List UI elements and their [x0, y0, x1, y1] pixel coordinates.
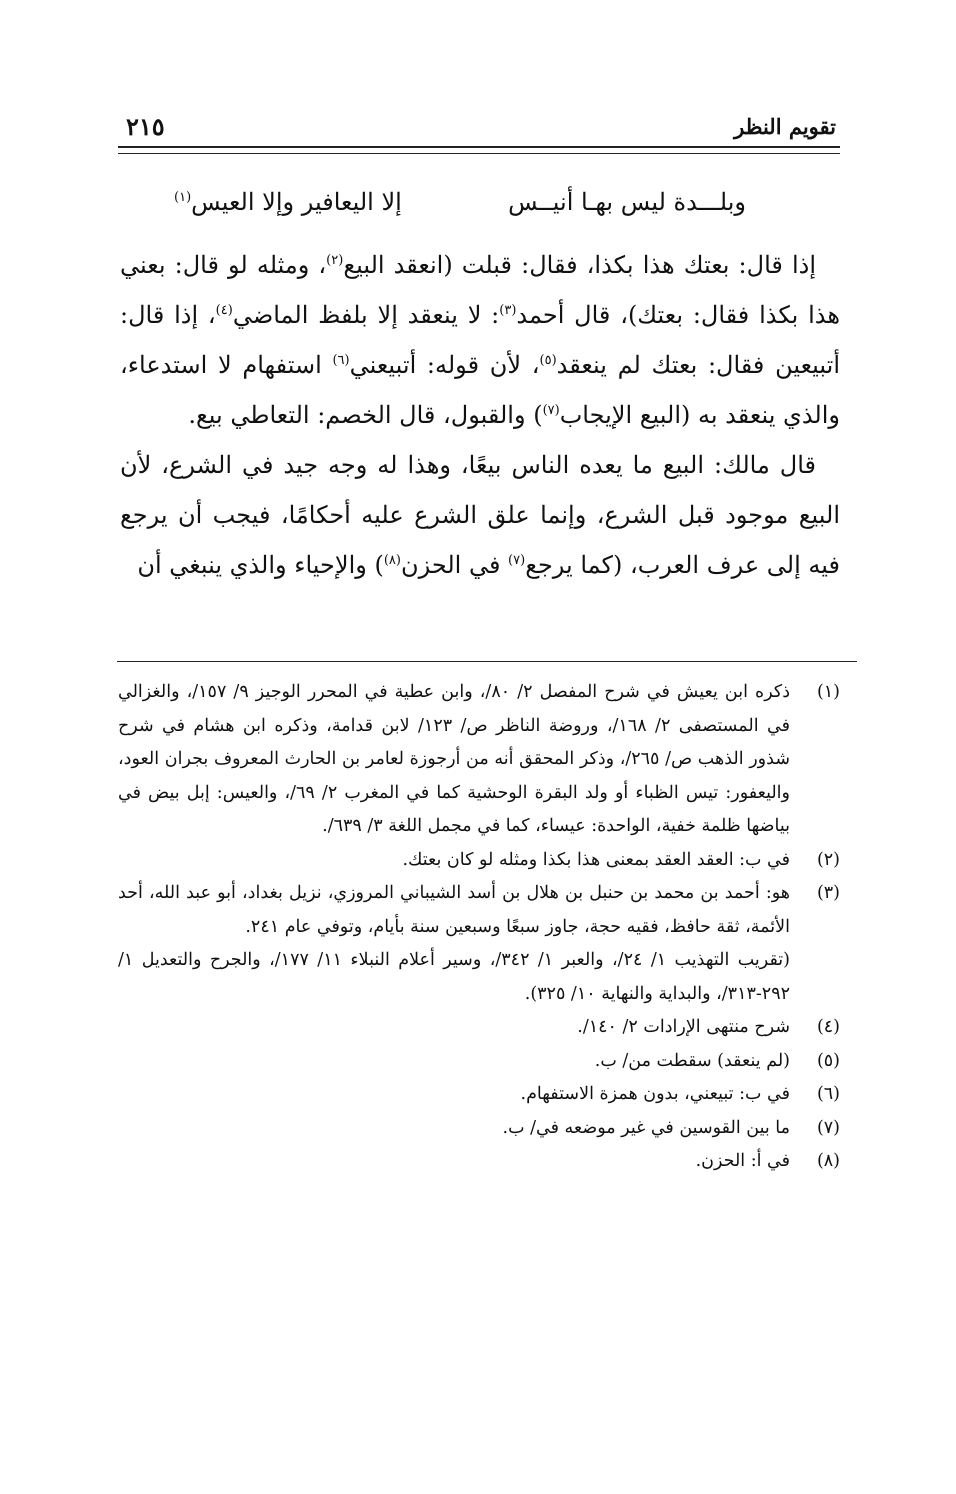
- header-rule-thick: [118, 146, 840, 148]
- footnote-ref: (٣): [499, 303, 517, 318]
- footnote-number: (٢): [816, 849, 840, 870]
- footnote-7: [118, 1112, 840, 1146]
- page-number: ٢١٥: [126, 112, 165, 141]
- footnote-text: ما بين القوسين في غير موضعه في/ ب.: [502, 1117, 790, 1138]
- text-run: ، لأن قوله: أتبيعني: [349, 351, 540, 379]
- text-run: ) والإحياء والذي ينبغي أن: [137, 551, 384, 579]
- footnote-number: (٧): [816, 1117, 840, 1138]
- footnote-ref: (٧): [542, 403, 560, 418]
- footnote-text: هو: أحمد بن محمد بن حنبل بن هلال بن أسد الشيباني المروزي، نزيل بغداد، أبو عبد الله، أحد الأئمة، ثقة حافظ، فقيه حجة، جاوز سبعًا وسبعين سنة بأيام، وتوفي عام ٢٤١.: [118, 883, 790, 937]
- text-run: إذا قال: بعتك هذا بكذا، فقال: قبلت (انعقد البيع: [343, 251, 816, 279]
- footnote-sources: (تقريب التهذيب ١/ ٢٤/، والعبر ١/ ٣٤٢/، وسير أعلام النبلاء ١١/ ١٧٧/، والجرح والتعديل ١/ ٢٩٢-٣١٣/، والبداية والنهاية ١٠/ ٣٢٥).: [118, 950, 790, 1004]
- poetry-verse: [160, 188, 760, 228]
- footnote-1: [118, 676, 840, 844]
- footnotes: [118, 676, 840, 1179]
- footnote-number: (٤): [816, 1017, 840, 1037]
- footnote-number: (١): [816, 682, 840, 702]
- footnote-8: [118, 1145, 840, 1179]
- footnote-text: (لم ينعقد) سقطت من/ ب.: [594, 1050, 790, 1071]
- footnote-separator: [117, 661, 857, 662]
- footnote-number: (٨): [816, 1151, 840, 1171]
- running-header: [120, 106, 836, 146]
- footnote-ref: (٧): [508, 553, 526, 568]
- footnote-6: [118, 1078, 840, 1112]
- footnote-ref: (٦): [332, 353, 350, 368]
- footnote-number: (٣): [816, 883, 840, 903]
- verse-first-hemistich: وبلـــدة ليس بهـا أنيــس: [508, 188, 746, 216]
- text-run: في الحزن: [400, 551, 509, 579]
- footnote-number: (٥): [816, 1050, 840, 1071]
- footnote-ref: (١): [174, 190, 192, 205]
- footnote-ref: (٢): [326, 253, 344, 268]
- header-rule-thin: [118, 153, 840, 154]
- verse-second-hemistich: [174, 188, 402, 216]
- footnote-ref: (٤): [215, 303, 233, 318]
- paragraph-1: [120, 240, 840, 440]
- paragraph-2: [120, 440, 840, 590]
- text-run: ، ومثله لو قال: بعني هذا بكذا فقال: بعتك)، قال أحمد: [120, 251, 840, 329]
- text-run: قال مالك: البيع ما يعده الناس بيعًا، وهذا له وجه جيد في الشرع، لأن البيع موجود قبل الشرع، وإنما علق الشرع عليه أحكامًا، فيجب أن يرجع فيه إلى عرف العرب، (كما يرجع: [120, 451, 840, 579]
- running-title: تقويم النظر: [734, 114, 836, 139]
- footnote-4: [118, 1011, 840, 1045]
- footnote-text: في أ: الحزن.: [695, 1151, 790, 1171]
- footnote-ref: (٥): [539, 353, 557, 368]
- footnote-ref: (٨): [383, 553, 401, 568]
- footnote-text: في ب: العقد العقد بمعنى هذا بكذا ومثله لو كان بعتك.: [402, 849, 790, 870]
- footnote-5: [118, 1045, 840, 1079]
- main-text: [120, 240, 840, 590]
- footnote-number: (٦): [816, 1084, 840, 1104]
- footnote-text: ذكره ابن يعيش في شرح المفصل ٢/ ٨٠/، وابن عطية في المحرر الوجيز ٩/ ١٥٧/، والغزالي في المستصفى ٢/ ١٦٨/، وروضة الناظر ص/ ١٢٣/ لابن قدامة، وذكره ابن هشام في شرح شذور الذهب ص/ ٢٦٥/، وذكر المحقق أنه من أرجوزة لعامر بن الحارث المعروف بجران العود، واليعفور: تيس الظباء أو ولد البقرة الوحشية كما في المغرب ٢/ ٦٩/، والعيس: إبل بيض في بياضها ظلمة خفية، الواحدة: عيساء، كما في مجمل اللغة ٣/ ٦٣٩/.: [118, 682, 790, 836]
- verse-second-text: إلا اليعافير وإلا العيس: [191, 188, 402, 216]
- text-run: ) والقبول، قال الخصم: التعاطي بيع.: [188, 401, 543, 429]
- footnote-text: في ب: تبيعني، بدون همزة الاستفهام.: [520, 1084, 790, 1104]
- text-run: استفهام لا استدعاء، والذي ينعقد به (البيع الإيجاب: [120, 351, 840, 429]
- text-run: ، إذا قال: أتبيعين فقال: بعتك لم ينعقد: [120, 301, 841, 379]
- text-run: : لا ينعقد إلا بلفظ الماضي: [232, 301, 500, 329]
- footnote-text: شرح منتهى الإرادات ٢/ ١٤٠/.: [577, 1017, 790, 1037]
- footnote-2: [118, 844, 840, 878]
- footnote-3: [118, 877, 840, 1011]
